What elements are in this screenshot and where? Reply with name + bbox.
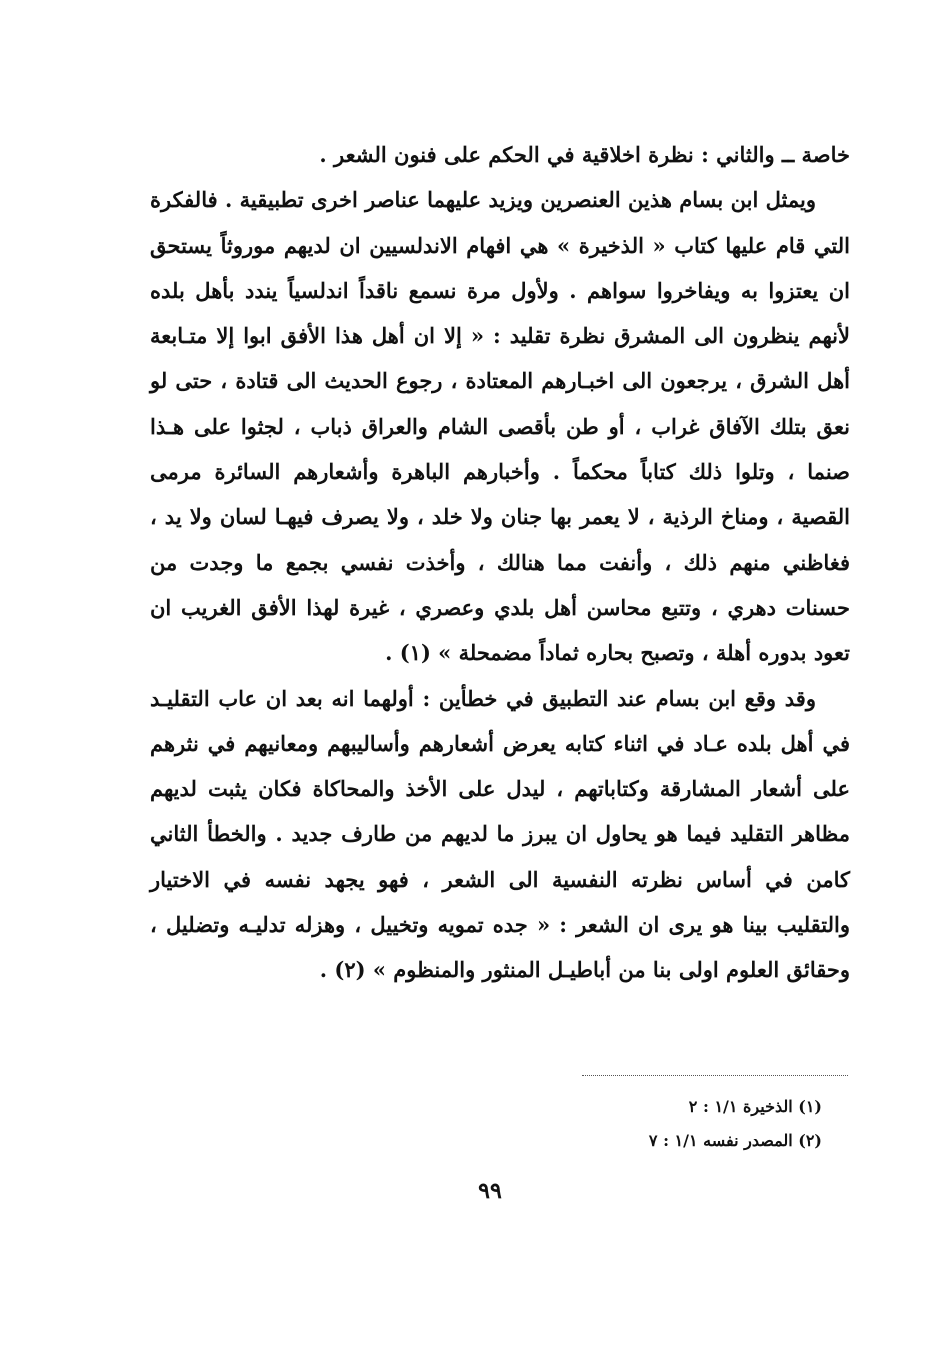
footnotes: [560, 1090, 822, 1158]
paragraph-3: وقد وقع ابن بسام عند التطبيق في خطأين : أولهما انه بعد ان عاب التقليـد في أهل بلده عـاد في اثناء كتابه يعرض أشعارهم وأساليبهم ومعانيهم في نثرهم على أشعار المشارقة وكتاباتهم ، ليدل على الأخذ والمحاكاة فكان يثبت لديهم مظاهر التقليد فيما هو يحاول ان يبرز ما لديهم من طارف جديد . والخطأ الثاني كامن في أساس نظرته النفسية الى الشعر ، فهو يجهد نفسه في الاختيار والتقليب بينا هو يرى ان الشعر : « جده تمويه وتخييل ، وهزله تدليـه وتضليل ، وحقائق العلوم اولى بنا من أباطيـل المنثور والمنظوم » (٢) .: [150, 685, 850, 983]
footnote-1: (١) الذخيرة ١/١ : ٢: [688, 1097, 822, 1116]
paragraph-1: خاصة ــ والثاني : نظرة اخلاقية في الحكم على فنون الشعر .: [319, 142, 850, 167]
paragraph-2: ويمثل ابن بسام هذين العنصرين ويزيد عليهما عناصر اخرى تطبيقية . فالفكرة التي قام عليها كتاب « الذخيرة » هي افهام الاندلسيين ان لديهم موروثاً يستحق ان يعتزوا به ويفاخروا سواهم . ولأول مرة نسمع ناقداً اندلسياً يندد بأهل بلده لأنهم ينظرون الى المشرق نظرة تقليد : « إلا ان أهل هذا الأفق ابوا إلا متـابعة أهل الشرق ، يرجعون الى اخبـارهم المعتادة ، رجوع الحديث الى قتادة ، حتى لو نعق بتلك الآفاق غراب ، أو طن بأقصى الشام والعراق ذباب ، لجثوا على هـذا صنما ، وتلوا ذلك كتاباً محكماً . وأخبارهم الباهرة وأشعارهم السائرة مرمى القصية ، ومناخ الرذية ، لا يعمر بها جنان ولا خلد ، ولا يصرف فيهـا لسان ولا يد ، فغاظني منهم ذلك ، وأنفت مما هنالك ، وأخذت نفسي بجمع ما وجدت من حسنات دهري ، وتتبع محاسن أهل بلدي وعصري ، غيرة لهذا الأفق الغريب ان تعود بدوره أهلة ، وتصبح بحاره ثماداً مضمحلة » (١) .: [150, 187, 850, 666]
page-number: ٩٩: [478, 1178, 502, 1204]
main-text: [150, 132, 850, 993]
footnote-2: (٢) المصدر نفسه ١/١ : ٧: [648, 1131, 822, 1150]
footnote-separator: [582, 1075, 848, 1076]
